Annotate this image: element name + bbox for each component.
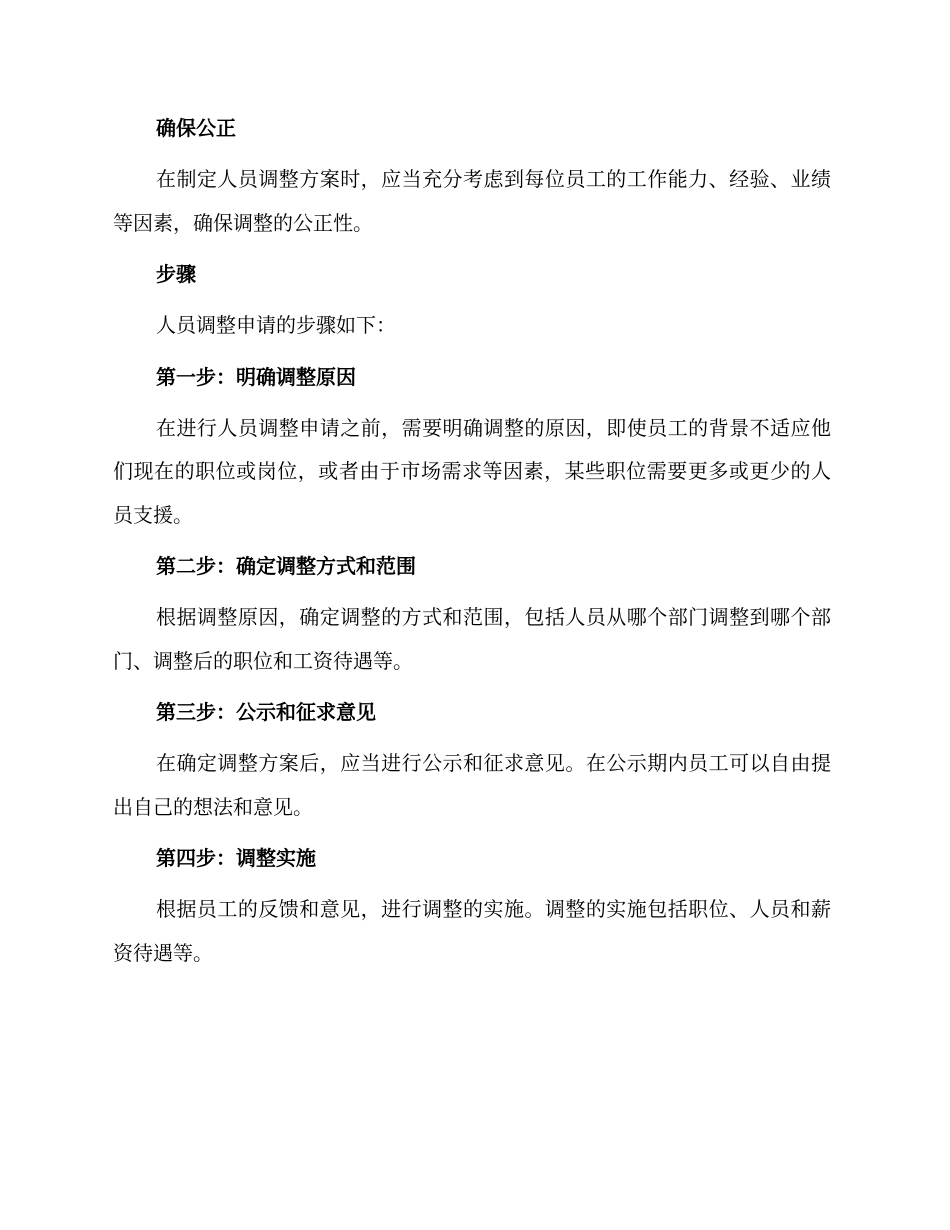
section-heading: 第四步：调整实施 bbox=[156, 846, 316, 870]
section-steps bbox=[113, 258, 831, 348]
section-paragraph: 在制定人员调整方案时，应当充分考虑到每位员工的工作能力、经验、业绩等因素，确保调整的公正性。 bbox=[113, 167, 831, 235]
section-step-three bbox=[113, 696, 831, 829]
section-paragraph: 根据员工的反馈和意见，进行调整的实施。调整的实施包括职位、人员和薪资待遇等。 bbox=[113, 897, 831, 965]
section-heading: 步骤 bbox=[156, 262, 196, 286]
document-page bbox=[113, 112, 831, 975]
section-step-two bbox=[113, 550, 831, 683]
section-heading: 第一步：明确调整原因 bbox=[156, 364, 356, 389]
section-heading: 第二步：确定调整方式和范围 bbox=[156, 554, 416, 578]
section-ensure-fairness bbox=[113, 112, 831, 245]
section-paragraph: 根据调整原因，确定调整的方式和范围，包括人员从哪个部门调整到哪个部门、调整后的职位和工资待遇等。 bbox=[113, 605, 831, 673]
section-step-one bbox=[113, 361, 831, 538]
section-step-four bbox=[113, 842, 831, 975]
section-paragraph: 在确定调整方案后，应当进行公示和征求意见。在公示期内员工可以自由提出自己的想法和意见。 bbox=[113, 751, 831, 819]
section-heading: 第三步：公示和征求意见 bbox=[156, 700, 376, 724]
section-paragraph: 在进行人员调整申请之前，需要明确调整的原因，即使员工的背景不适应他们现在的职位或岗位，或者由于市场需求等因素，某些职位需要更多或更少的人员支援。 bbox=[113, 415, 831, 527]
section-paragraph: 人员调整申请的步骤如下： bbox=[156, 313, 396, 337]
section-heading: 确保公正 bbox=[156, 116, 236, 140]
